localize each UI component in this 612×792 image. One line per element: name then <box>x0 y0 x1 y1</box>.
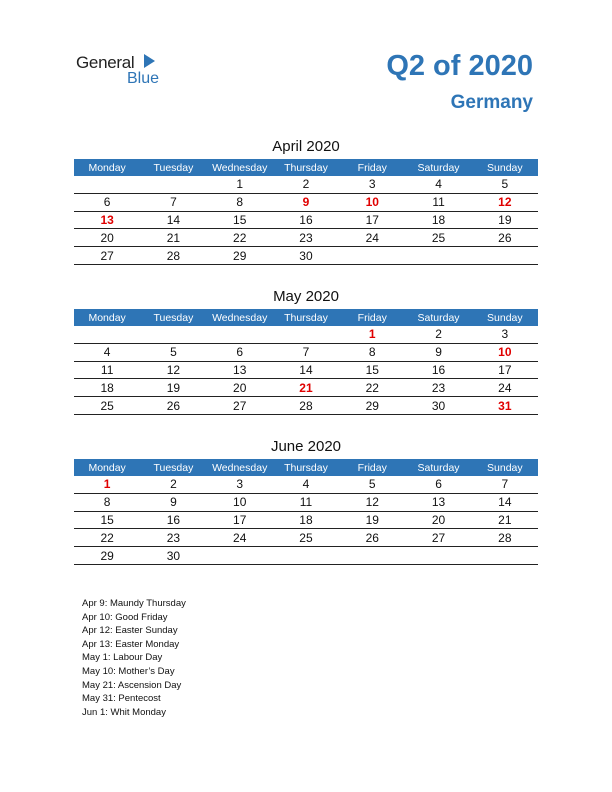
day-cell: 6 <box>74 193 140 211</box>
day-cell: 16 <box>405 361 471 379</box>
day-cell: 26 <box>339 529 405 547</box>
holiday-day-cell: 9 <box>273 193 339 211</box>
empty-day-cell <box>339 247 405 265</box>
day-cell: 25 <box>273 529 339 547</box>
day-cell: 14 <box>472 493 538 511</box>
day-cell: 1 <box>207 176 273 193</box>
day-cell: 24 <box>339 229 405 247</box>
month-title: April 2020 <box>272 138 340 155</box>
day-cell: 11 <box>273 493 339 511</box>
day-cell: 11 <box>405 193 471 211</box>
holiday-list-item: May 10: Mother’s Day <box>82 665 175 677</box>
holiday-day-cell: 1 <box>74 476 140 493</box>
empty-day-cell <box>140 176 206 193</box>
day-cell: 7 <box>273 343 339 361</box>
day-cell: 3 <box>339 176 405 193</box>
day-cell: 25 <box>74 397 140 415</box>
weekday-header: Thursday <box>273 159 339 176</box>
day-cell: 5 <box>339 476 405 493</box>
holiday-list-item: Jun 1: Whit Monday <box>82 706 166 718</box>
day-cell: 20 <box>207 379 273 397</box>
week-row <box>74 476 538 493</box>
empty-day-cell <box>207 326 273 343</box>
day-cell: 19 <box>339 511 405 529</box>
holiday-list <box>82 597 186 719</box>
calendar-grid <box>74 159 538 265</box>
month-title: June 2020 <box>270 438 342 455</box>
day-cell: 18 <box>273 511 339 529</box>
holiday-list-item: May 1: Labour Day <box>82 652 163 664</box>
weekday-header: Sunday <box>472 309 538 326</box>
weekday-header: Wednesday <box>207 459 273 476</box>
day-cell: 22 <box>74 529 140 547</box>
country-subtitle: Germany <box>450 92 533 113</box>
day-cell: 7 <box>140 193 206 211</box>
day-cell: 4 <box>405 176 471 193</box>
holiday-list-item: Apr 10: Good Friday <box>82 611 168 623</box>
weekday-header: Saturday <box>405 159 471 176</box>
day-cell: 2 <box>405 326 471 343</box>
holiday-day-cell: 10 <box>472 343 538 361</box>
logo-word-blue: Blue <box>127 70 160 87</box>
day-cell: 22 <box>207 229 273 247</box>
holiday-day-cell: 10 <box>339 193 405 211</box>
weekday-header: Friday <box>339 159 405 176</box>
day-cell: 10 <box>207 493 273 511</box>
day-cell: 24 <box>207 529 273 547</box>
day-cell: 23 <box>140 529 206 547</box>
weekday-header: Wednesday <box>207 309 273 326</box>
week-row <box>74 343 538 361</box>
day-cell: 30 <box>140 547 206 565</box>
day-cell: 24 <box>472 379 538 397</box>
day-cell: 30 <box>405 397 471 415</box>
empty-day-cell <box>339 547 405 565</box>
day-cell: 3 <box>472 326 538 343</box>
day-cell: 23 <box>405 379 471 397</box>
holiday-day-cell: 1 <box>339 326 405 343</box>
holiday-day-cell: 13 <box>74 211 140 229</box>
day-cell: 12 <box>339 493 405 511</box>
week-row <box>74 529 538 547</box>
day-cell: 15 <box>339 361 405 379</box>
day-cell: 2 <box>140 476 206 493</box>
empty-day-cell <box>74 326 140 343</box>
day-cell: 9 <box>405 343 471 361</box>
day-cell: 5 <box>472 176 538 193</box>
empty-day-cell <box>405 247 471 265</box>
day-cell: 5 <box>140 343 206 361</box>
weekday-header: Wednesday <box>207 159 273 176</box>
day-cell: 2 <box>273 176 339 193</box>
weekday-header: Friday <box>339 309 405 326</box>
generalblue-logo <box>76 52 176 88</box>
day-cell: 4 <box>74 343 140 361</box>
empty-day-cell <box>405 547 471 565</box>
day-cell: 8 <box>207 193 273 211</box>
day-cell: 26 <box>140 397 206 415</box>
day-cell: 20 <box>405 511 471 529</box>
week-row <box>74 326 538 343</box>
calendar-grid <box>74 459 538 565</box>
weekday-header: Thursday <box>273 309 339 326</box>
day-cell: 12 <box>140 361 206 379</box>
weekday-header: Sunday <box>472 159 538 176</box>
calendar-grid <box>74 309 538 415</box>
day-cell: 21 <box>140 229 206 247</box>
week-row <box>74 176 538 193</box>
day-cell: 8 <box>74 493 140 511</box>
holiday-list-item: Apr 12: Easter Sunday <box>82 625 178 637</box>
weekday-header: Sunday <box>472 459 538 476</box>
day-cell: 18 <box>405 211 471 229</box>
day-cell: 27 <box>405 529 471 547</box>
day-cell: 8 <box>339 343 405 361</box>
day-cell: 15 <box>207 211 273 229</box>
weekday-header: Monday <box>74 309 140 326</box>
week-row <box>74 397 538 415</box>
day-cell: 27 <box>207 397 273 415</box>
day-cell: 30 <box>273 247 339 265</box>
day-cell: 26 <box>472 229 538 247</box>
logo-triangle-icon <box>144 54 155 68</box>
empty-day-cell <box>74 176 140 193</box>
page-title: Q2 of 2020 <box>386 50 533 82</box>
day-cell: 3 <box>207 476 273 493</box>
day-cell: 29 <box>339 397 405 415</box>
month-calendar <box>74 137 538 265</box>
day-cell: 13 <box>207 361 273 379</box>
day-cell: 22 <box>339 379 405 397</box>
day-cell: 17 <box>339 211 405 229</box>
day-cell: 16 <box>273 211 339 229</box>
day-cell: 11 <box>74 361 140 379</box>
week-row <box>74 211 538 229</box>
weekday-header: Friday <box>339 459 405 476</box>
month-calendar <box>74 287 538 415</box>
day-cell: 20 <box>74 229 140 247</box>
day-cell: 15 <box>74 511 140 529</box>
day-cell: 17 <box>472 361 538 379</box>
weekday-header-row <box>74 309 538 326</box>
holiday-list-item: Apr 13: Easter Monday <box>82 638 180 650</box>
weekday-header-row <box>74 159 538 176</box>
day-cell: 18 <box>74 379 140 397</box>
day-cell: 28 <box>140 247 206 265</box>
day-cell: 6 <box>405 476 471 493</box>
day-cell: 7 <box>472 476 538 493</box>
day-cell: 23 <box>273 229 339 247</box>
day-cell: 28 <box>472 529 538 547</box>
holiday-day-cell: 12 <box>472 193 538 211</box>
empty-day-cell <box>207 547 273 565</box>
weekday-header: Tuesday <box>140 159 206 176</box>
day-cell: 27 <box>74 247 140 265</box>
empty-day-cell <box>140 326 206 343</box>
holiday-day-cell: 31 <box>472 397 538 415</box>
weekday-header: Tuesday <box>140 459 206 476</box>
day-cell: 21 <box>472 511 538 529</box>
day-cell: 6 <box>207 343 273 361</box>
day-cell: 16 <box>140 511 206 529</box>
day-cell: 17 <box>207 511 273 529</box>
day-cell: 13 <box>405 493 471 511</box>
day-cell: 29 <box>74 547 140 565</box>
empty-day-cell <box>273 547 339 565</box>
week-row <box>74 229 538 247</box>
day-cell: 4 <box>273 476 339 493</box>
week-row <box>74 361 538 379</box>
weekday-header: Tuesday <box>140 309 206 326</box>
holiday-day-cell: 21 <box>273 379 339 397</box>
weekday-header-row <box>74 459 538 476</box>
weekday-header: Monday <box>74 459 140 476</box>
logo-word-general: General <box>76 53 135 72</box>
day-cell: 19 <box>472 211 538 229</box>
weekday-header: Saturday <box>405 459 471 476</box>
day-cell: 9 <box>140 493 206 511</box>
day-cell: 14 <box>273 361 339 379</box>
day-cell: 19 <box>140 379 206 397</box>
week-row <box>74 193 538 211</box>
weekday-header: Saturday <box>405 309 471 326</box>
weekday-header: Monday <box>74 159 140 176</box>
day-cell: 14 <box>140 211 206 229</box>
empty-day-cell <box>273 326 339 343</box>
holiday-list-item: May 21: Ascension Day <box>82 679 182 691</box>
week-row <box>74 493 538 511</box>
weekday-header: Thursday <box>273 459 339 476</box>
week-row <box>74 511 538 529</box>
holiday-list-item: May 31: Pentecost <box>82 693 161 705</box>
holiday-list-item: Apr 9: Maundy Thursday <box>82 598 186 609</box>
week-row <box>74 379 538 397</box>
month-title: May 2020 <box>273 288 339 305</box>
day-cell: 29 <box>207 247 273 265</box>
week-row <box>74 247 538 265</box>
empty-day-cell <box>472 247 538 265</box>
month-calendar <box>74 437 538 565</box>
day-cell: 28 <box>273 397 339 415</box>
empty-day-cell <box>472 547 538 565</box>
day-cell: 25 <box>405 229 471 247</box>
week-row <box>74 547 538 565</box>
